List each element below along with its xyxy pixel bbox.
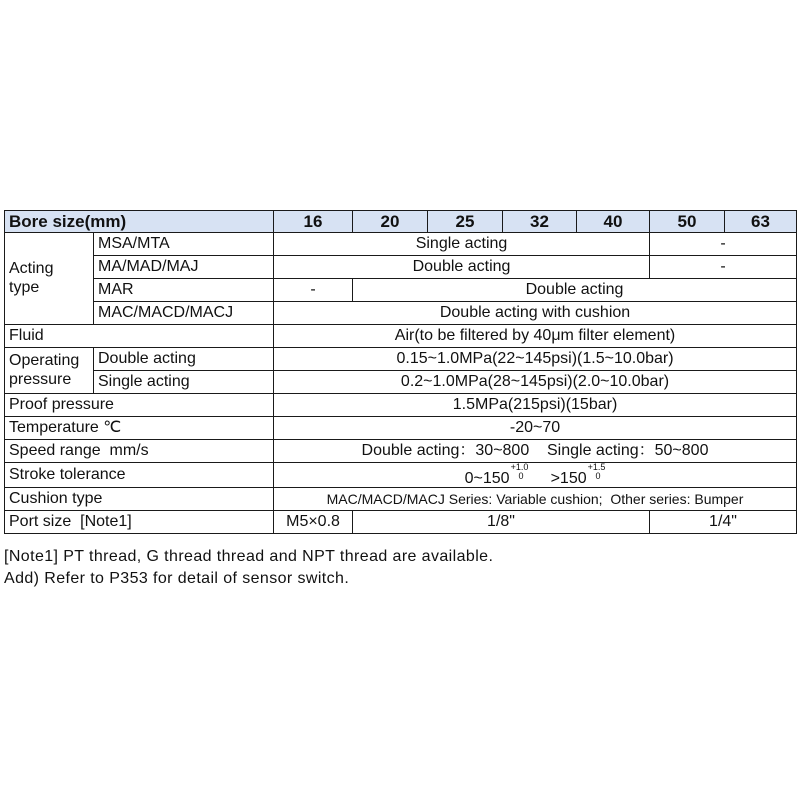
stroke-range-1: 0~150	[464, 470, 510, 487]
operating-pressure-line2: pressure	[9, 370, 72, 388]
fluid-row	[5, 325, 797, 348]
msa-value: Single acting	[274, 233, 650, 256]
cushion-type-label: Cushion type	[5, 488, 274, 511]
bore-40: 40	[577, 211, 650, 233]
model-mac: MAC/MACD/MACJ	[94, 302, 274, 325]
operating-row-double	[5, 348, 797, 371]
mar-value: Double acting	[353, 279, 797, 302]
bore-32: 32	[503, 211, 577, 233]
op-double-value: 0.15~1.0MPa(22~145psi)(1.5~10.0bar)	[274, 348, 797, 371]
tol1-lower: 0	[518, 471, 524, 481]
proof-pressure-label: Proof pressure	[5, 394, 274, 417]
stroke-tolerance-1	[511, 463, 529, 481]
speed-range-label: Speed range mm/s	[5, 440, 274, 463]
note-1: [Note1] PT thread, G thread thread and NPT thread are available.	[4, 548, 494, 565]
cushion-type-row	[5, 488, 797, 511]
speed-range-row	[5, 440, 797, 463]
acting-type-line2: type	[9, 278, 40, 296]
tol1-upper: +1.0	[510, 462, 529, 472]
port-size-label: Port size [Note1]	[5, 511, 274, 534]
model-mar: MAR	[94, 279, 274, 302]
acting-row-msa	[5, 233, 797, 256]
mar-small-value: -	[274, 279, 353, 302]
ma-large-value: -	[650, 256, 797, 279]
stroke-tolerance-value	[274, 463, 797, 488]
acting-row-mac	[5, 302, 797, 325]
port-size-mid: 1/8"	[353, 511, 650, 534]
bore-25: 25	[428, 211, 503, 233]
model-msa: MSA/MTA	[94, 233, 274, 256]
stroke-tolerance-2	[588, 463, 606, 481]
acting-type-label	[5, 233, 94, 325]
ma-value: Double acting	[274, 256, 650, 279]
operating-pressure-line1: Operating	[9, 352, 80, 370]
note-add: Add) Refer to P353 for detail of sensor switch.	[4, 570, 350, 587]
stroke-tolerance-label: Stroke tolerance	[5, 463, 274, 488]
tol2-lower: 0	[595, 471, 601, 481]
port-size-small: M5×0.8	[274, 511, 353, 534]
acting-type-line1: Acting	[9, 260, 54, 278]
bore-50: 50	[650, 211, 725, 233]
bore-63: 63	[725, 211, 797, 233]
cushion-type-value: MAC/MACD/MACJ Series: Variable cushion; Other series: Bumper	[274, 488, 797, 511]
acting-row-ma	[5, 256, 797, 279]
model-ma: MA/MAD/MAJ	[94, 256, 274, 279]
mac-value: Double acting with cushion	[274, 302, 797, 325]
op-single-value: 0.2~1.0MPa(28~145psi)(2.0~10.0bar)	[274, 371, 797, 394]
tol2-upper: +1.5	[587, 462, 606, 472]
bore-size-label: Bore size(mm)	[5, 211, 274, 233]
op-mode-double: Double acting	[94, 348, 274, 371]
spec-table	[4, 210, 797, 534]
operating-pressure-label	[5, 348, 94, 394]
temperature-value: -20~70	[274, 417, 797, 440]
temperature-label: Temperature ℃	[5, 417, 274, 440]
acting-row-mar	[5, 279, 797, 302]
stroke-tolerance-row	[5, 463, 797, 488]
bore-20: 20	[353, 211, 428, 233]
header-row	[5, 211, 797, 233]
notes	[4, 546, 493, 590]
fluid-label: Fluid	[5, 325, 274, 348]
operating-row-single	[5, 371, 797, 394]
op-mode-single: Single acting	[94, 371, 274, 394]
bore-16: 16	[274, 211, 353, 233]
port-size-row	[5, 511, 797, 534]
proof-pressure-row	[5, 394, 797, 417]
fluid-value: Air(to be filtered by 40μm filter element)	[274, 325, 797, 348]
port-size-large: 1/4"	[650, 511, 797, 534]
proof-pressure-value: 1.5MPa(215psi)(15bar)	[274, 394, 797, 417]
temperature-row	[5, 417, 797, 440]
stroke-range-2: >150	[550, 470, 587, 487]
msa-large-value: -	[650, 233, 797, 256]
speed-range-value: Double acting：30~800 Single acting：50~800	[274, 440, 797, 463]
